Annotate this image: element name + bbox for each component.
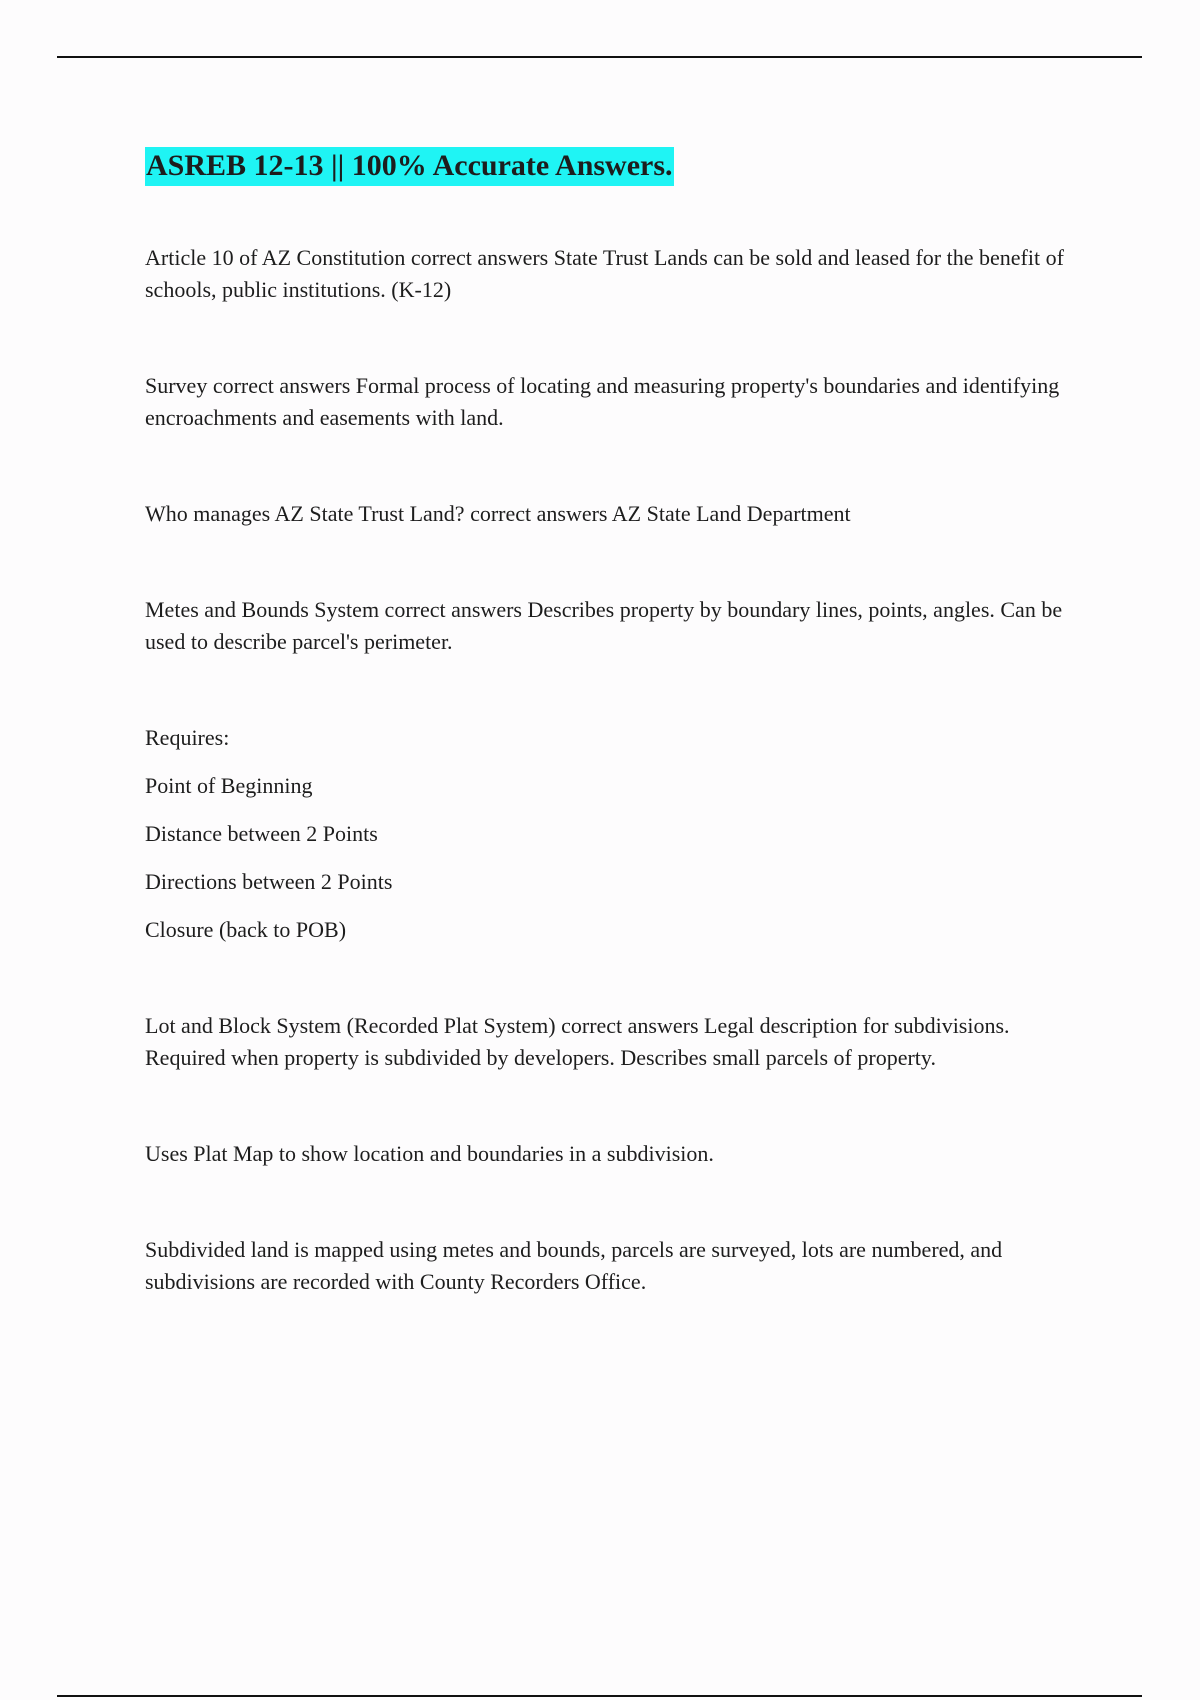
document-body	[145, 144, 1095, 1298]
document-title	[145, 144, 1095, 188]
requires-item: Directions between 2 Points	[145, 869, 393, 894]
paragraph-trust-land-manager: Who manages AZ State Trust Land? correct answers AZ State Land Department	[145, 501, 851, 526]
paragraph-subdivided-land: Subdivided land is mapped using metes and bounds, parcels are surveyed, lots are numbered, and subdivisions are recorded with County Recorders Office.	[145, 1237, 1003, 1294]
requires-item: Closure (back to POB)	[145, 917, 347, 942]
paragraph-metes-and-bounds: Metes and Bounds System correct answers Describes property by boundary lines, points, angles. Can be used to describe parcel's perimeter.	[145, 597, 1063, 654]
header-rule	[57, 56, 1142, 58]
title-highlight: ASREB 12-13 || 100% Accurate Answers.	[145, 147, 674, 186]
requires-item: Point of Beginning	[145, 773, 313, 798]
paragraph-plat-map: Uses Plat Map to show location and boundaries in a subdivision.	[145, 1141, 714, 1166]
paragraph-article-10: Article 10 of AZ Constitution correct answers State Trust Lands can be sold and leased for the benefit of schools, public institutions. (K-12)	[145, 245, 1064, 302]
requires-item: Distance between 2 Points	[145, 821, 378, 846]
paragraph-survey: Survey correct answers Formal process of locating and measuring property's boundaries and identifying encroachments and easements with land.	[145, 373, 1060, 430]
paragraph-lot-and-block: Lot and Block System (Recorded Plat System) correct answers Legal description for subdivisions. Required when property is subdivided by developers. Describes small parcels of property.	[145, 1013, 1010, 1070]
footer-rule	[57, 1695, 1142, 1697]
requires-label: Requires:	[145, 725, 230, 750]
